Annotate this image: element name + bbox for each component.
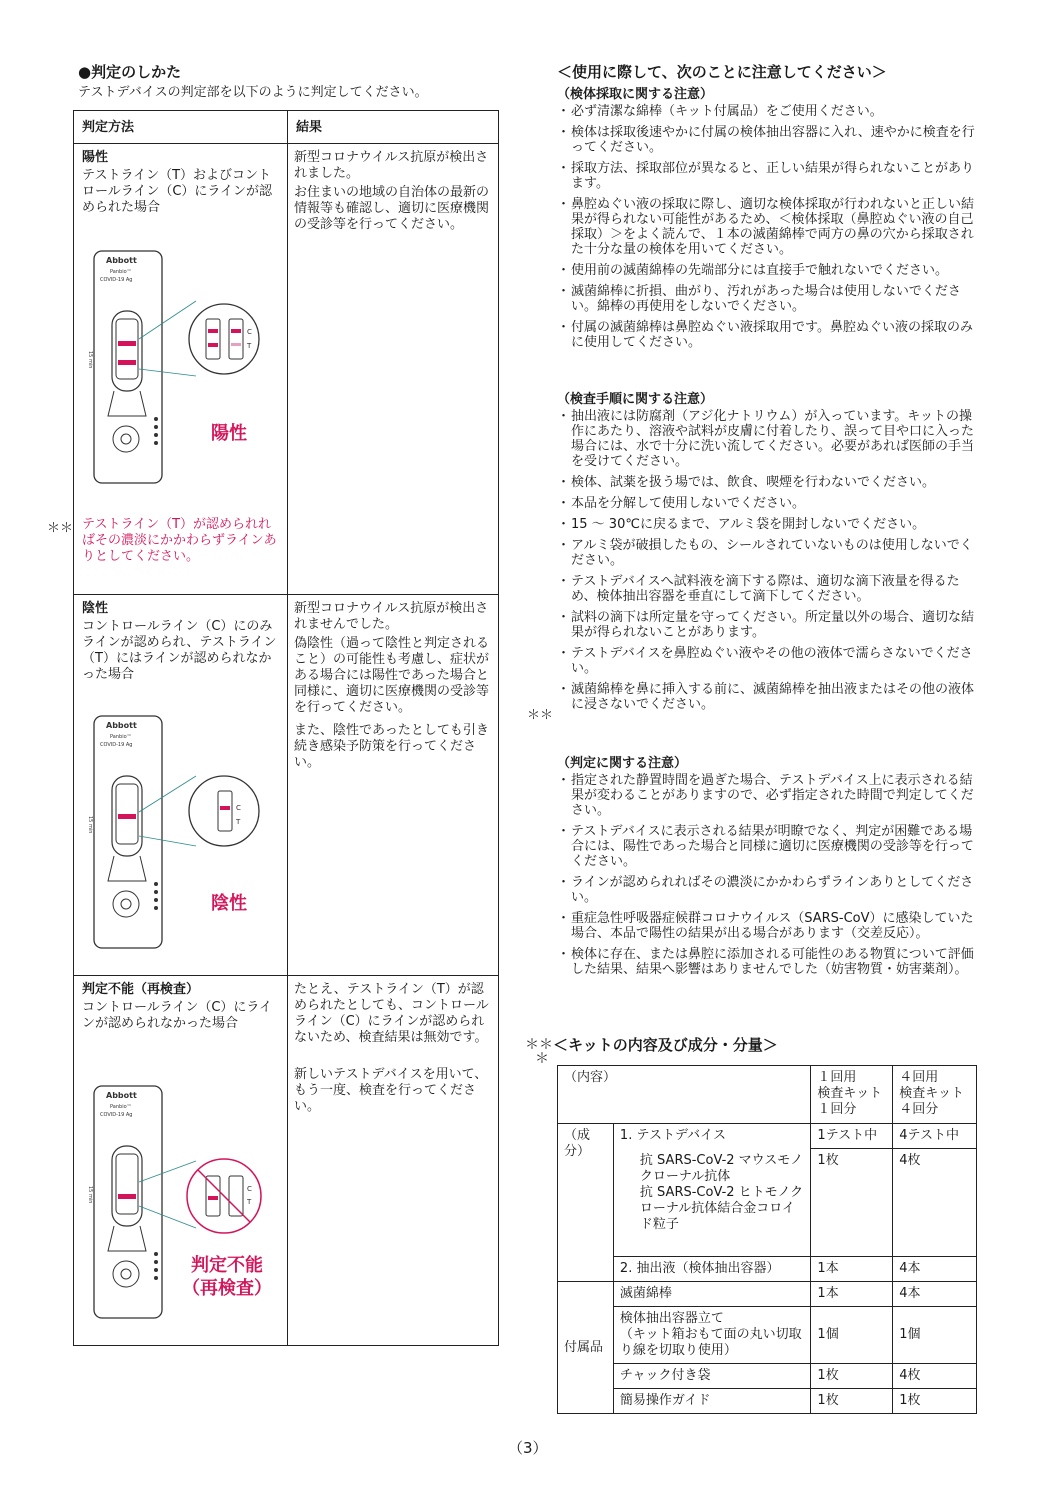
- kit-h-comp: （成分）: [558, 1124, 614, 1282]
- kit-mark-2: ＊: [535, 1051, 549, 1067]
- abbott-logo: Abbott: [106, 256, 137, 265]
- kit-acc-q4: 1個: [893, 1307, 977, 1364]
- list-item: ・ 使用前の滅菌綿棒の先端部分には直接手で触れないでください。: [557, 263, 977, 278]
- svg-text:Panbio™: Panbio™: [110, 734, 132, 740]
- svg-text:C: C: [247, 1185, 252, 1193]
- positive-note: テストライン（T）が認められればその濃淡にかかわらずラインありとしてください。: [82, 517, 277, 564]
- positive-result-1: 新型コロナウイルス抗原が検出されました。: [294, 150, 489, 181]
- positive-title: 陽性: [82, 150, 109, 165]
- judgement-table: [73, 110, 499, 1346]
- invalid-label-2: （再検査）: [182, 1278, 272, 1299]
- list-item: ・ 鼻腔ぬぐい液の採取に際し、適切な検体採取が行われないと正しい結果が得られない可能性があるため、＜検体採取（鼻腔ぬぐい液の自己採取）＞をよく読んで、１本の滅菌綿棒で両方の鼻の穴から採取された十分な量の検体を用いてください。: [557, 197, 977, 257]
- svg-text:T: T: [247, 342, 252, 350]
- kit-acc-name: チャック付き袋: [613, 1364, 811, 1389]
- kit-extract-q1: 1本: [811, 1257, 893, 1282]
- list-item: ・ 必ず清潔な綿棒（キット付属品）をご使用ください。: [557, 104, 977, 119]
- svg-text:15 min: 15 min: [87, 816, 93, 834]
- svg-text:T: T: [247, 1198, 252, 1206]
- list-item: ・ 検体、試薬を扱う場では、飲食、喫煙を行わないでください。: [557, 475, 977, 490]
- col-method-header: 判定方法: [82, 120, 135, 135]
- invalid-title: 判定不能（再検査）: [82, 982, 200, 997]
- svg-text:COVID-19 Ag: COVID-19 Ag: [100, 742, 133, 748]
- kit-acc-q1: 1本: [811, 1282, 893, 1307]
- kit-acc-q4: 4枚: [893, 1364, 977, 1389]
- svg-text:C: C: [236, 804, 241, 812]
- list-item: ・ 滅菌綿棒を鼻に挿入する前に、滅菌綿棒を抽出液またはその他の液体に浸さないでください。: [557, 682, 977, 712]
- invalid-desc: コントロールライン（C）にラインが認められなかった場合: [82, 1000, 273, 1031]
- kit-acc-name: 簡易操作ガイド: [613, 1389, 811, 1414]
- negative-label: 陰性: [211, 893, 247, 914]
- kit-extract: 2. 抽出液（検体抽出容器）: [613, 1257, 811, 1282]
- kit-device-q4: 4テスト中: [893, 1124, 977, 1149]
- kit-acc-name: 検体抽出容器立て （キット箱おもて面の丸い切取り線を切取り使用）: [613, 1307, 811, 1364]
- positive-result-2: お住まいの地域の自治体の最新の情報等も確認し、適切に医療機関の受診等を行ってください。: [294, 185, 490, 232]
- svg-text:15 min: 15 min: [87, 351, 93, 369]
- negative-result-3: また、陰性であったとしても引き続き感染予防策を行ってください。: [294, 723, 489, 770]
- section-2-mark: ＊＊: [527, 708, 554, 723]
- negative-device-illustration: [84, 706, 284, 956]
- kit-h-content: （内容）: [558, 1066, 811, 1124]
- kit-antibody-2: 抗 SARS-CoV-2 ヒトモノクローナル抗体結合金コロイド粒子: [639, 1184, 804, 1232]
- left-heading: ●判定のしかた: [78, 63, 182, 81]
- svg-text:Panbio™: Panbio™: [110, 1104, 132, 1110]
- list-item: ・ テストデバイスに表示される結果が明瞭でなく、判定が困難である場合には、陽性であった場合と同様に適切に医療機関の受診等を行ってください。: [557, 824, 977, 869]
- positive-device-illustration: [84, 241, 284, 491]
- list-item: ・ テストデバイスへ試料液を滴下する際は、適切な滴下液量を得るため、検体抽出容器を垂直にして滴下してください。: [557, 574, 977, 604]
- kit-acc-q1: 1枚: [811, 1364, 893, 1389]
- kit-acc-q1: 1枚: [811, 1389, 893, 1414]
- invalid-result-2: 新しいテストデバイスを用いて、もう一度、検査を行ってください。: [294, 1067, 488, 1114]
- svg-text:Abbott: Abbott: [106, 721, 137, 730]
- svg-text:Abbott: Abbott: [106, 1091, 137, 1100]
- section-2-list: [557, 409, 977, 718]
- svg-text:C: C: [247, 328, 252, 336]
- list-item: ・ 指定された静置時間を過ぎた場合、テストデバイス上に表示される結果が変わることがありますので、必ず指定された時間で判定してください。: [557, 773, 977, 818]
- kit-mark-1: ＊＊: [525, 1037, 553, 1053]
- kit-acc-name: 滅菌綿棒: [613, 1282, 811, 1307]
- list-item: ・ テストデバイスを鼻腔ぬぐい液やその他の液体で濡らさないでください。: [557, 646, 977, 676]
- list-item: ・ 15 ～ 30℃に戻るまで、アルミ袋を開封しないでください。: [557, 517, 977, 532]
- kit-ab-q4: 4枚: [893, 1149, 977, 1257]
- negative-result-1: 新型コロナウイルス抗原が検出されませんでした。: [294, 601, 489, 632]
- kit-acc-q4: 4本: [893, 1282, 977, 1307]
- kit-antibody-1: 抗 SARS-CoV-2 マウスモノクローナル抗体: [639, 1152, 804, 1184]
- svg-text:Panbio™: Panbio™: [110, 269, 132, 275]
- kit-device-q1: 1テスト中: [811, 1124, 893, 1149]
- list-item: ・ 試料の滴下は所定量を守ってください。所定量以外の場合、適切な結果が得られないことがあります。: [557, 610, 977, 640]
- negative-title: 陰性: [82, 601, 109, 616]
- kit-h-4: ４回用 検査キット ４回分: [893, 1066, 977, 1124]
- right-heading: ＜使用に際して、次のことに注意してください＞: [557, 63, 887, 81]
- left-intro: テストデバイスの判定部を以下のように判定してください。: [78, 85, 428, 100]
- kit-ab-q1: 1枚: [811, 1149, 893, 1257]
- kit-device-name: 1. テストデバイス: [613, 1124, 811, 1149]
- list-item: ・ 検体に存在、または鼻腔に添加される可能性のある物質について評価した結果、結果へ影響はありませんでした（妨害物質・妨害薬剤）。: [557, 947, 977, 977]
- kit-h-1: １回用 検査キット １回分: [811, 1066, 893, 1124]
- section-3-list: [557, 773, 977, 983]
- svg-text:15 min: 15 min: [87, 1186, 93, 1204]
- kit-accessories: 付属品: [558, 1282, 614, 1414]
- list-item: ・ 抽出液には防腐剤（アジ化ナトリウム）が入っています。キットの操作にあたり、溶液や試料が皮膚に付着したり、誤って目や口に入った場合には、水で十分に洗い流してください。必要があれば医師の手当を受けてください。: [557, 409, 977, 469]
- kit-extract-q4: 4本: [893, 1257, 977, 1282]
- section-2-title: （検査手順に関する注意）: [557, 392, 714, 407]
- section-1-list: [557, 104, 977, 356]
- kit-title: ＜キットの内容及び成分・分量＞: [553, 1036, 778, 1054]
- list-item: ・ 検体は採取後速やかに付属の検体抽出容器に入れ、速やかに検査を行ってください。: [557, 125, 977, 155]
- invalid-result-1: たとえ、テストライン（T）が認められたとしても、コントロールライン（C）にラインが認められないため、検査結果は無効です。: [294, 982, 489, 1045]
- negative-desc: コントロールライン（C）にのみラインが認められ、テストライン（T）にはラインが認められなかった場合: [82, 619, 277, 682]
- kit-table: [557, 1065, 977, 1414]
- section-3-title: （判定に関する注意）: [557, 756, 688, 771]
- list-item: ・ アルミ袋が破損したもの、シールされていないものは使用しないでください。: [557, 538, 977, 568]
- svg-text:T: T: [236, 818, 241, 826]
- page-number: （3）: [508, 1439, 548, 1457]
- list-item: ・ 本品を分解して使用しないでください。: [557, 496, 977, 511]
- list-item: ・ 採取方法、採取部位が異なると、正しい結果が得られないことがあります。: [557, 161, 977, 191]
- positive-note-mark: ＊＊: [47, 521, 74, 536]
- svg-text:COVID-19 Ag: COVID-19 Ag: [100, 1112, 133, 1118]
- negative-result-2: 偽陰性（過って陰性と判定されること）の可能性も考慮し、症状がある場合には陽性であった場合と同様に、適切に医療機関の受診等を行ってください。: [294, 636, 490, 715]
- list-item: ・ 重症急性呼吸器症候群コロナウイルス（SARS-CoV）に感染していた場合、本品で陽性の結果が出る場合があります（交差反応）。: [557, 911, 977, 941]
- list-item: ・ 付属の滅菌綿棒は鼻腔ぬぐい液採取用です。鼻腔ぬぐい液の採取のみに使用してください。: [557, 320, 977, 350]
- positive-desc: テストライン（T）およびコントロールライン（C）にラインが認められた場合: [82, 168, 273, 215]
- positive-label: 陽性: [211, 423, 247, 444]
- invalid-label-1: 判定不能: [191, 1255, 263, 1276]
- col-result-header: 結果: [296, 120, 323, 135]
- section-1-title: （検体採取に関する注意）: [557, 87, 714, 102]
- kit-acc-q1: 1個: [811, 1307, 893, 1364]
- svg-text:COVID-19 Ag: COVID-19 Ag: [100, 277, 133, 283]
- list-item: ・ ラインが認められればその濃淡にかかわらずラインありとしてください。: [557, 875, 977, 905]
- list-item: ・ 滅菌綿棒に折損、曲がり、汚れがあった場合は使用しないでください。綿棒の再使用をしないでください。: [557, 284, 977, 314]
- kit-acc-q4: 1枚: [893, 1389, 977, 1414]
